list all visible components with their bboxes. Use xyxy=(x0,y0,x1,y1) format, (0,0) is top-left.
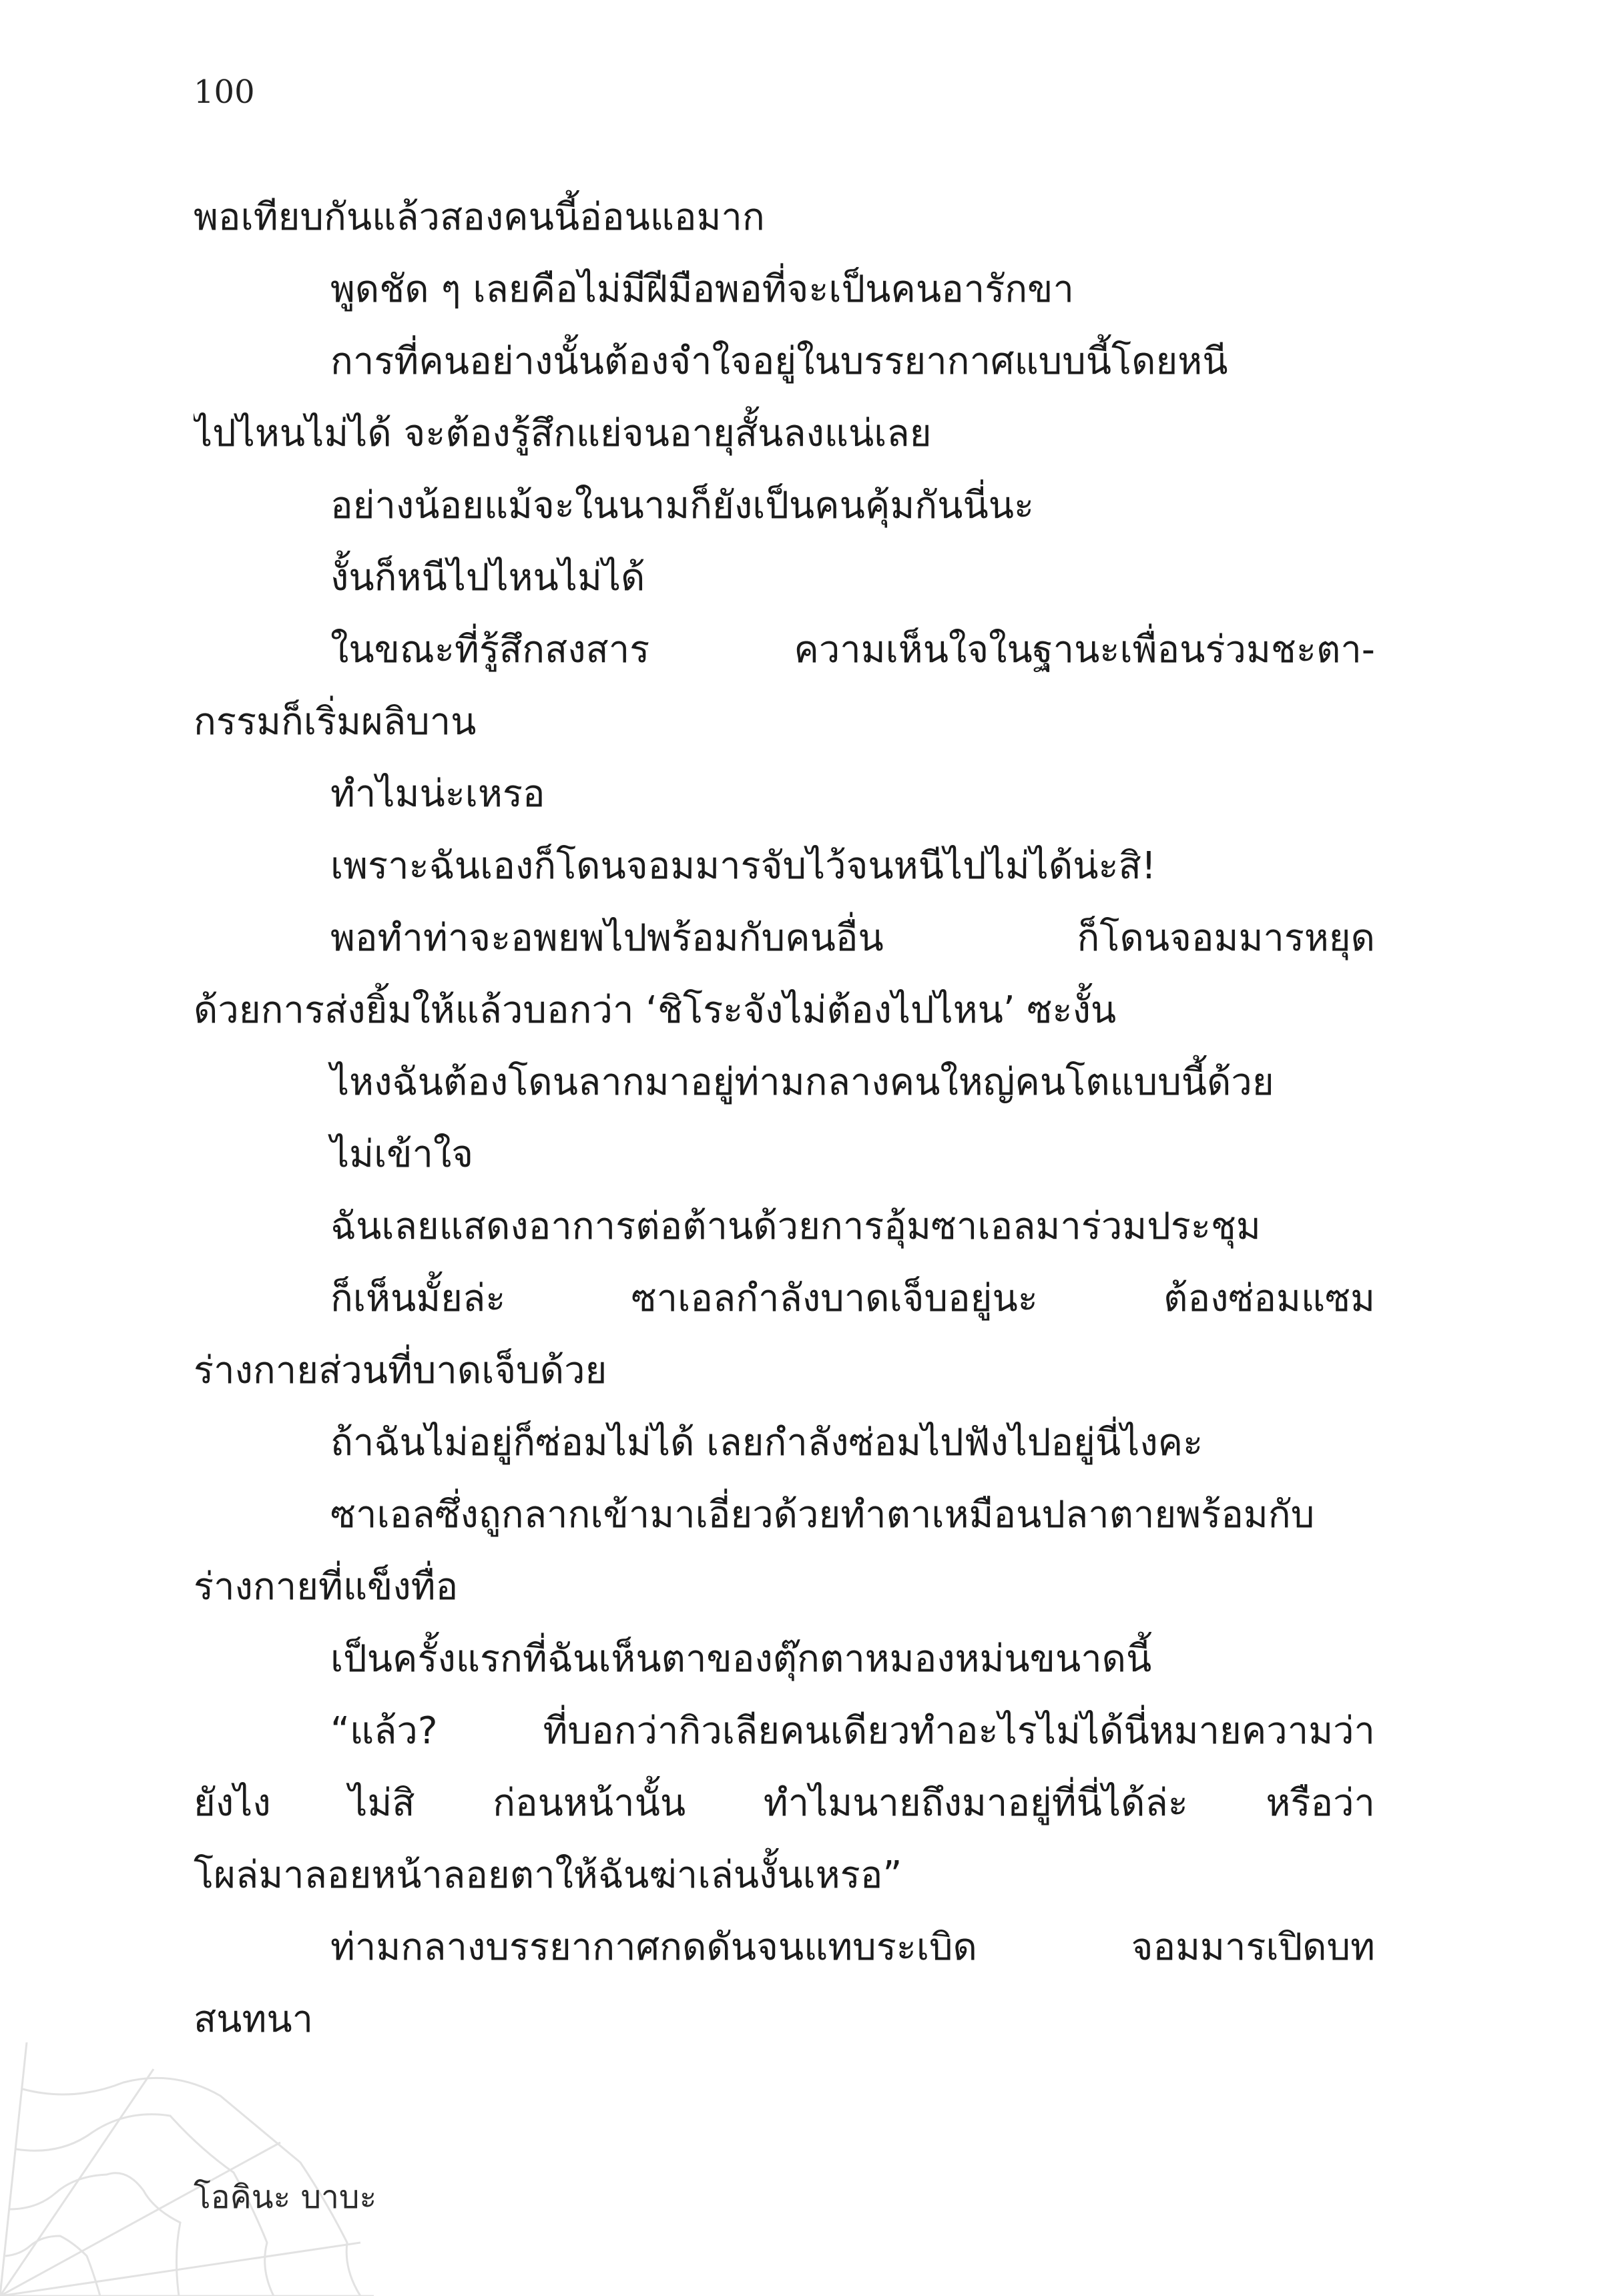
text-line: ซาเอลซึ่งถูกลากเข้ามาเอี่ยวด้วยทำตาเหมือนปลาตายพร้อมกับ xyxy=(330,1493,1315,1536)
text-line: งั้นก็หนีไปไหนไม่ได้ xyxy=(330,556,645,599)
text-line: ถ้าฉันไม่อยู่ก็ซ่อมไม่ได้ เลยกำลังซ่อมไปฟังไปอยู่นี่ไงคะ xyxy=(330,1421,1203,1464)
text-line: ทำไมน่ะเหรอ xyxy=(330,772,545,816)
text-line: กรรมก็เริ่มผลิบาน xyxy=(194,700,477,744)
text-line: ไปไหนไม่ได้ จะต้องรู้สึกแย่จนอายุสั้นลงแน่เลย xyxy=(194,412,932,455)
text-line: ยังไง ไม่สิ ก่อนหน้านั้น ทำไมนายถึงมาอยู่ที่นี่ได้ล่ะ หรือว่า xyxy=(194,1781,1375,1825)
body-text xyxy=(194,182,1375,2056)
text-line: ด้วยการส่งยิ้มให้แล้วบอกว่า ‘ชิโระจังไม่ต้องไปไหน’ ซะงั้น xyxy=(194,988,1117,1032)
text-line: เป็นครั้งแรกที่ฉันเห็นตาของตุ๊กตาหมองหม่นขนาดนี้ xyxy=(330,1637,1152,1681)
text-line: โผล่มาลอยหน้าลอยตาให้ฉันฆ่าเล่นงั้นเหรอ” xyxy=(194,1853,902,1897)
page-number: 100 xyxy=(194,73,255,111)
text-line: ไม่เข้าใจ xyxy=(330,1133,474,1176)
text-line: พอเทียบกันแล้วสองคนนี้อ่อนแอมาก xyxy=(194,196,765,239)
text-line: ท่ามกลางบรรยากาศกดดันจนแทบระเบิด จอมมารเปิดบท xyxy=(330,1926,1375,1969)
text-line: “แล้ว? ที่บอกว่ากิวเลียคนเดียวทำอะไรไม่ได้นี่หมายความว่า xyxy=(330,1709,1375,1753)
text-line: ฉันเลยแสดงอาการต่อต้านด้วยการอุ้มซาเอลมาร่วมประชุม xyxy=(330,1205,1261,1248)
text-line: ในขณะที่รู้สึกสงสาร ความเห็นใจในฐานะเพื่อนร่วมชะตา- xyxy=(330,628,1375,671)
text-line: ร่างกายส่วนที่บาดเจ็บด้วย xyxy=(194,1349,607,1392)
text-line: การที่คนอย่างนั้นต้องจำใจอยู่ในบรรยากาศแบบนี้โดยหนี xyxy=(330,340,1228,383)
text-line: พูดชัด ๆ เลยคือไม่มีฝีมือพอที่จะเป็นคนอารักขา xyxy=(330,268,1074,311)
text-line: อย่างน้อยแม้จะในนามก็ยังเป็นคนคุ้มกันนี่นะ xyxy=(330,484,1035,527)
footer-author-name: โอคินะ บาบะ xyxy=(194,2179,377,2216)
text-line: ร่างกายที่แข็งทื่อ xyxy=(194,1565,459,1609)
spider-web-decoration xyxy=(0,2042,377,2296)
text-line: พอทำท่าจะอพยพไปพร้อมกับคนอื่น ก็โดนจอมมารหยุด xyxy=(330,916,1375,960)
text-line: เพราะฉันเองก็โดนจอมมารจับไว้จนหนีไปไม่ได้น่ะสิ! xyxy=(330,844,1157,888)
text-line: สนทนา xyxy=(194,1998,314,2041)
text-line: ไหงฉันต้องโดนลากมาอยู่ท่ามกลางคนใหญ่คนโตแบบนี้ด้วย xyxy=(330,1061,1274,1104)
text-line: ก็เห็นมั้ยล่ะ ซาเอลกำลังบาดเจ็บอยู่นะ ต้องซ่อมแซม xyxy=(330,1277,1375,1320)
